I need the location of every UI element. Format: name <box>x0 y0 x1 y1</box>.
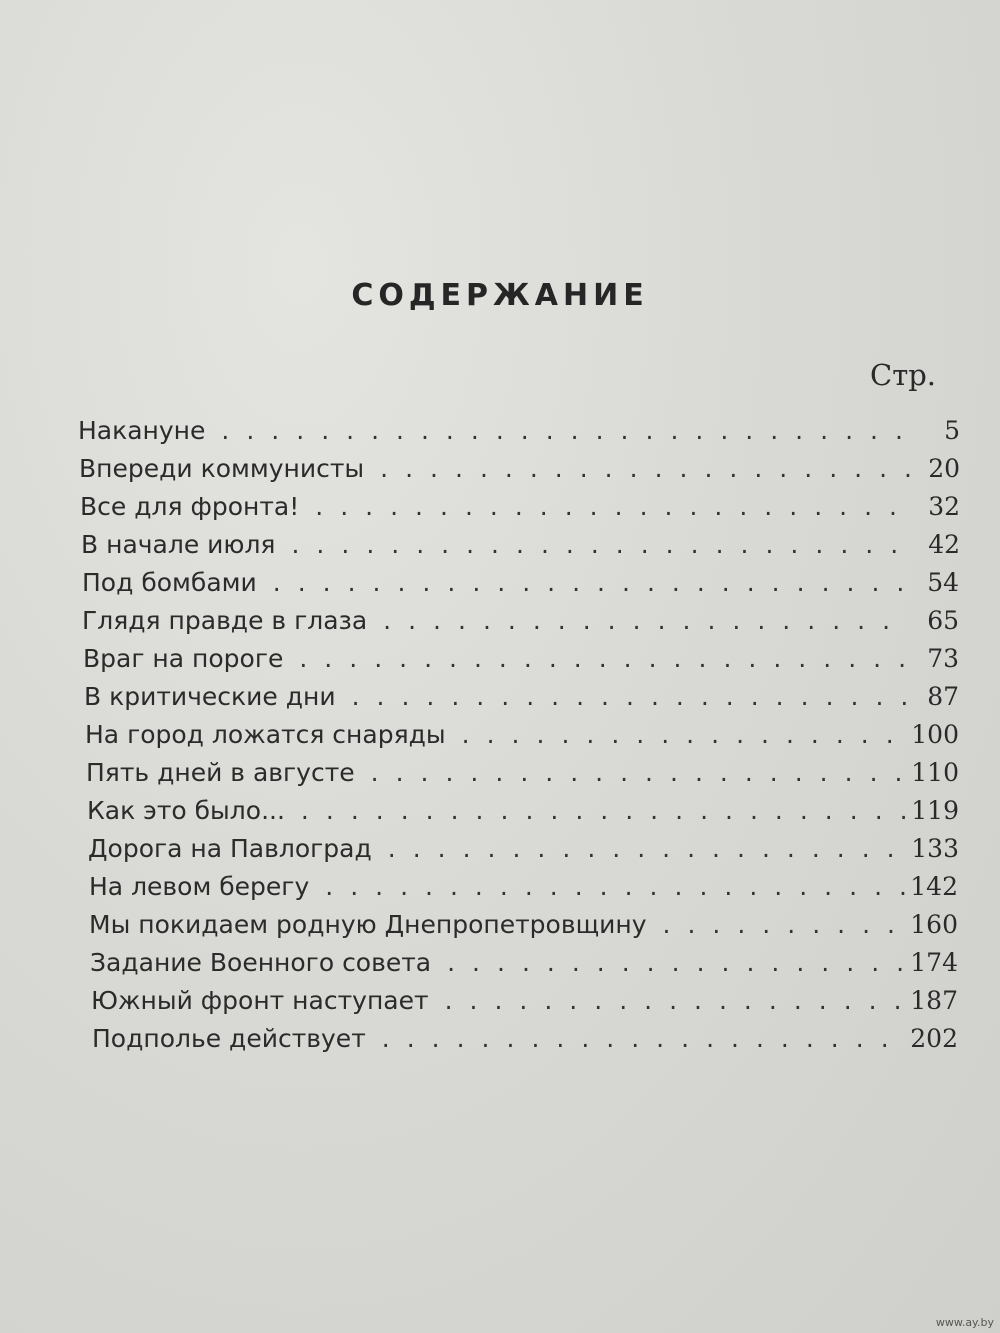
toc-entry-title: Подполье действует <box>92 1024 366 1053</box>
toc-entry-title: Враг на пороге <box>83 644 284 673</box>
toc-entry <box>0 944 1000 982</box>
toc-entry-page: 32 <box>928 492 960 521</box>
toc-entry-page: 133 <box>911 834 959 863</box>
toc-entry-page: 73 <box>927 644 959 673</box>
toc-leader-dots: ..................... <box>387 834 912 863</box>
toc-entry-title: Пять дней в августе <box>86 758 355 787</box>
toc-entry <box>0 526 1000 564</box>
toc-entry-title: На город ложатся снаряды <box>85 720 446 749</box>
toc-entry-page: 187 <box>910 986 958 1015</box>
toc-entry <box>0 488 1000 526</box>
toc-entry-title: В критические дни <box>84 682 336 711</box>
toc-leader-dots: ..................... <box>383 606 908 635</box>
toc-entry-page: 110 <box>911 758 959 787</box>
toc-entry-page: 20 <box>928 454 960 483</box>
toc-leader-dots: ...................... <box>370 758 920 787</box>
toc-entry <box>0 830 1000 868</box>
toc-entry <box>0 564 1000 602</box>
toc-entry-page: 100 <box>911 720 959 749</box>
toc-entry <box>0 1020 1000 1058</box>
toc-leader-dots: ............................ <box>221 416 920 445</box>
toc-entry <box>0 754 1000 792</box>
toc-entry <box>0 906 1000 944</box>
toc-leader-dots: ......................... <box>291 530 916 559</box>
toc-leader-dots: ..................... <box>381 1024 906 1053</box>
toc-entry-title: Все для фронта! <box>80 492 300 521</box>
toc-leader-dots: ........................ <box>325 872 924 901</box>
toc-leader-dots: ........................ <box>315 492 914 521</box>
toc-entry <box>0 792 1000 830</box>
toc-leader-dots: ......................... <box>299 644 924 673</box>
toc-entry <box>0 602 1000 640</box>
toc-entry-title: Впереди коммунисты <box>79 454 365 483</box>
toc-entry-page: 119 <box>911 796 959 825</box>
toc-entry-page: 142 <box>910 872 958 901</box>
toc-entry-title: Как это было... <box>87 796 285 825</box>
toc-entry <box>0 450 1000 488</box>
toc-leader-dots: ......................... <box>300 796 925 825</box>
toc-entry-page: 87 <box>927 682 959 711</box>
toc-leader-dots: .......................... <box>272 568 922 597</box>
toc-entry-title: Задание Военного совета <box>90 948 432 977</box>
toc-entry-page: 202 <box>910 1024 958 1053</box>
toc-entry-page: 65 <box>927 606 959 635</box>
toc-leader-dots: ....................... <box>351 682 926 711</box>
toc-entry <box>0 982 1000 1020</box>
toc-entry-title: Глядя правде в глаза <box>82 606 368 635</box>
toc-leader-dots: .................. <box>461 720 911 749</box>
toc-entry-title: Мы покидаем родную Днепропетровщину <box>89 910 647 939</box>
toc-entry <box>0 412 1000 450</box>
toc-entry-title: Южный фронт наступает <box>91 986 429 1015</box>
toc-entry-title: Под бомбами <box>82 568 257 597</box>
watermark: www.ay.by <box>935 1316 994 1329</box>
toc-leader-dots: ................... <box>444 986 919 1015</box>
toc-entry <box>0 640 1000 678</box>
toc-entry-title: На левом берегу <box>89 872 310 901</box>
toc-entry-page: 54 <box>927 568 959 597</box>
toc-entry-page: 5 <box>944 416 960 445</box>
toc-leader-dots: ...................... <box>380 454 929 483</box>
toc-entry <box>0 678 1000 716</box>
toc-entry-title: В начале июля <box>81 530 276 559</box>
toc-entry-page: 160 <box>910 910 958 939</box>
toc-leader-dots: ................... <box>447 948 922 977</box>
toc-entry-page: 42 <box>928 530 960 559</box>
toc-entry-page: 174 <box>910 948 958 977</box>
toc-entry <box>0 868 1000 906</box>
toc-entry <box>0 716 1000 754</box>
page-column-label: Стр. <box>870 358 937 392</box>
toc-entry-title: Накануне <box>78 416 206 445</box>
toc-leader-dots: .......... <box>662 910 912 939</box>
contents-heading: СОДЕРЖАНИЕ <box>351 278 649 313</box>
toc-entry-title: Дорога на Павлоград <box>88 834 372 863</box>
